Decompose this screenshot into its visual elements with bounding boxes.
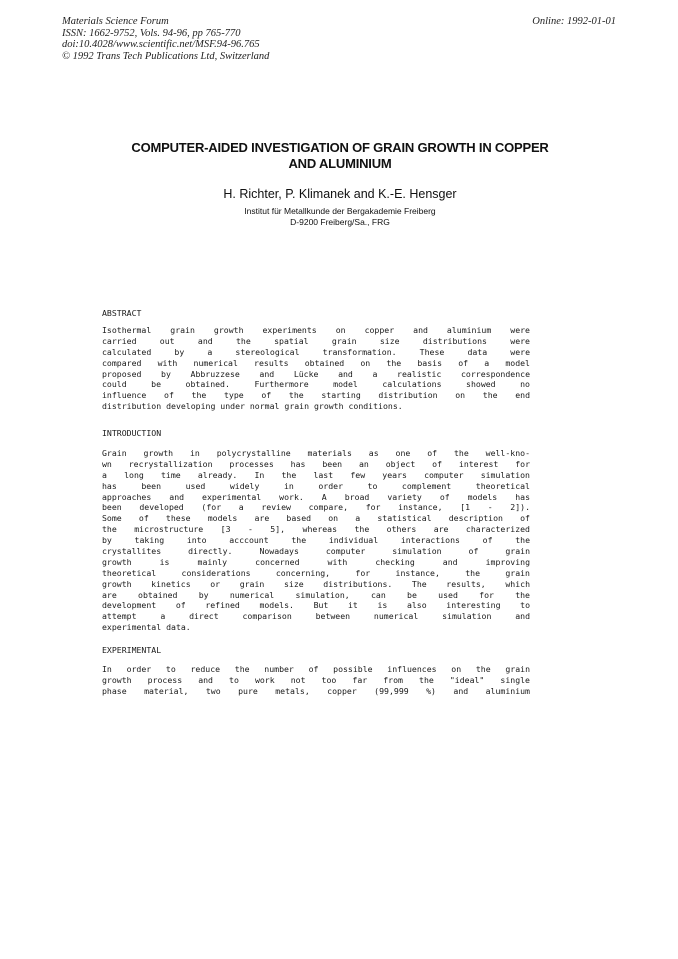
journal-name: Materials Science Forum	[62, 16, 169, 27]
journal-header	[62, 16, 269, 62]
introduction-line: growth kinetics or grain size distributions. The results, which	[102, 578, 530, 589]
experimental-body	[102, 664, 530, 697]
abstract-body	[102, 325, 530, 412]
introduction-line: experimental data.	[102, 622, 191, 633]
abstract-line: calculated by a stereological transformation. These data were	[102, 346, 530, 357]
affiliation	[90, 206, 590, 228]
affiliation-line-2: D-9200 Freiberg/Sa., FRG	[290, 217, 390, 227]
online-date: Online: 1992-01-01	[532, 16, 616, 27]
title-line-1: COMPUTER-AIDED INVESTIGATION OF GRAIN GROWTH IN COPPER	[131, 140, 549, 155]
abstract-line: proposed by Abbruzzese and Lücke and a realistic correspondence	[102, 368, 530, 379]
introduction-line: approaches and experimental work. A broad variety of models has	[102, 491, 530, 502]
introduction-line: Grain growth in polycrystalline materials as one of the well-kno-	[102, 448, 530, 458]
introduction-body	[102, 448, 530, 633]
introduction-line: been developed (for a review compare, for instance, [1 - 2]).	[102, 502, 530, 513]
introduction-line: theoretical considerations concerning, for instance, the grain	[102, 567, 530, 578]
abstract-line: compared with numerical results obtained on the basis of a model	[102, 357, 530, 368]
abstract-line: distribution developing under normal grain growth conditions.	[102, 401, 403, 412]
introduction-line: Some of these models are based on a statistical description of	[102, 513, 530, 524]
introduction-heading: INTRODUCTION	[102, 428, 162, 438]
abstract-line: carried out and the spatial grain size distributions were	[102, 335, 530, 346]
introduction-line: has been used widely in order to complement theoretical	[102, 480, 530, 491]
introduction-line: development of refined models. But it is also interesting to	[102, 600, 530, 611]
paper-title	[90, 140, 590, 172]
introduction-line: a long time already. In the last few years computer simulation	[102, 469, 530, 480]
abstract-line: could be obtained. Furthermore model calculations showed no	[102, 379, 530, 390]
abstract-line: influence of the type of the starting distribution on the end	[102, 390, 530, 401]
doi-line[interactable]: doi:10.4028/www.scientific.net/MSF.94-96.765	[62, 39, 260, 50]
introduction-line: attempt a direct comparison between numerical simulation and	[102, 611, 530, 622]
abstract-line: Isothermal grain growth experiments on copper and aluminium were	[102, 325, 530, 335]
introduction-line: are obtained by numerical simulation, can be used for the	[102, 589, 530, 600]
experimental-heading: EXPERIMENTAL	[102, 645, 162, 655]
experimental-line: phase material, two pure metals, copper (99,999 %) and aluminium	[102, 685, 530, 696]
experimental-line: growth process and to work not too far from the "ideal" single	[102, 674, 530, 685]
title-line-2: AND ALUMINIUM	[288, 156, 392, 171]
introduction-line: wn recrystallization processes has been an object of interest for	[102, 458, 530, 469]
copyright-line: © 1992 Trans Tech Publications Ltd, Switzerland	[62, 50, 270, 62]
experimental-line: In order to reduce the number of possible influences on the grain	[102, 664, 530, 674]
introduction-line: crystallites directly. Nowadays computer simulation of grain	[102, 546, 530, 557]
author-list: H. Richter, P. Klimanek and K.-E. Hensger	[223, 187, 457, 201]
issn-line: ISSN: 1662-9752, Vols. 94-96, pp 765-770	[62, 27, 241, 39]
introduction-line: growth is mainly concerned with checking and improving	[102, 556, 530, 567]
affiliation-line-1: Institut für Metallkunde der Bergakademie Freiberg	[244, 206, 436, 216]
introduction-line: by taking into acccount the individual interactions of the	[102, 535, 530, 546]
introduction-line: the microstructure [3 - 5], whereas the others are characterized	[102, 524, 530, 535]
abstract-heading: ABSTRACT	[102, 308, 142, 318]
